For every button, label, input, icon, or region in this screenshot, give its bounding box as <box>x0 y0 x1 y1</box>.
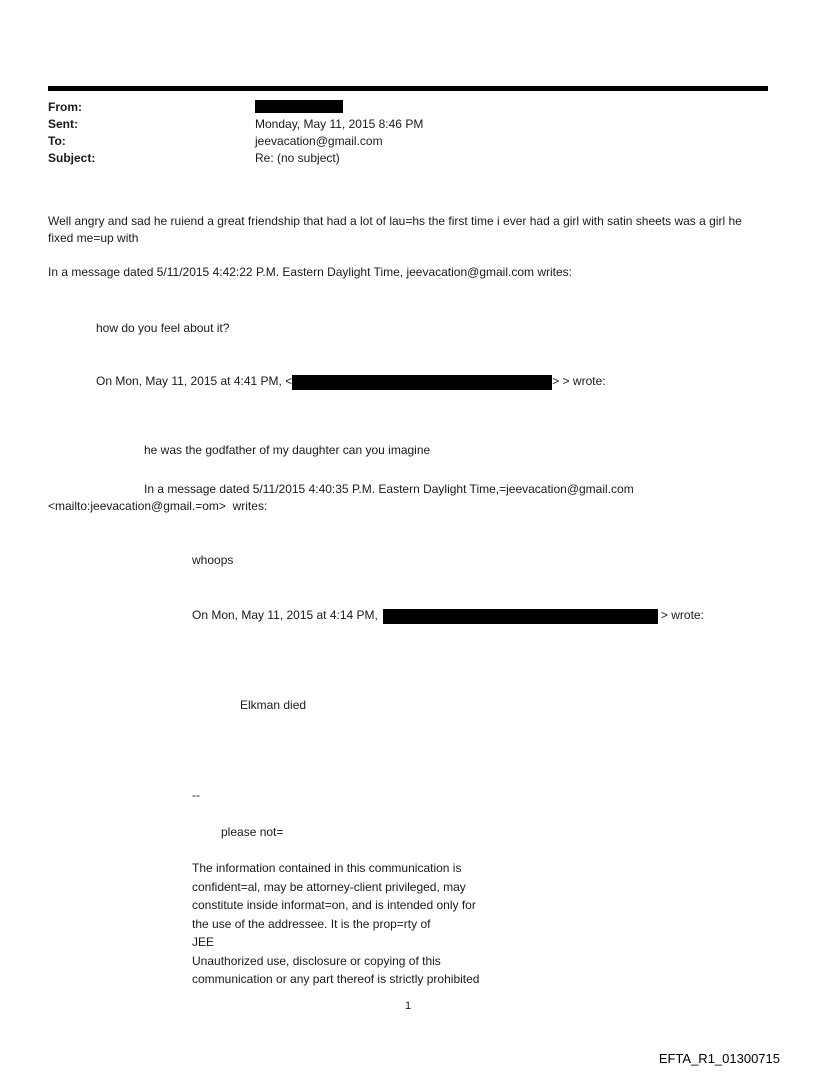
page-number: 1 <box>404 1000 412 1012</box>
header-label-from: From: <box>48 100 82 114</box>
disclaimer-line: JEE <box>192 935 215 949</box>
header-value-sent: Monday, May 11, 2015 8:46 PM <box>255 117 424 131</box>
header-label-sent: Sent: <box>48 117 78 131</box>
quote3-text: whoops <box>192 553 234 567</box>
quote4-attribution-suffix: > wrote: <box>660 608 704 622</box>
quote3-attribution-line1: In a message dated 5/11/2015 4:40:35 P.M. Eastern Daylight Time,=jeevacation@gmail.com <box>144 482 634 496</box>
quote2-attribution-prefix: On Mon, May 11, 2015 at 4:41 PM, < <box>96 374 293 388</box>
header-field-to <box>48 133 768 150</box>
redaction-bar <box>292 375 552 390</box>
redaction-bar <box>255 100 343 113</box>
quote1-attribution: In a message dated 5/11/2015 4:42:22 P.M. Eastern Daylight Time, jeevacation@gmail.com writes: <box>48 265 573 279</box>
disclaimer-line: the use of the addressee. It is the prop=rty of <box>192 916 431 931</box>
header-value-from <box>255 99 768 116</box>
disclaimer-line: communication or any part thereof is strictly prohibited <box>192 972 480 986</box>
signature-note: please not= <box>221 825 284 839</box>
quote2-attribution <box>96 373 768 390</box>
quote2-text: he was the godfather of my daughter can you imagine <box>144 443 431 457</box>
header-label-subject: Subject: <box>48 151 96 165</box>
redaction-bar <box>383 609 658 624</box>
disclaimer-line: confident=al, may be attorney-client privileged, may <box>192 879 466 894</box>
header-rule <box>48 86 768 91</box>
message-text: Well angry and sad he ruiend a great friendship that had a lot of lau=hs the first time i ever had a girl with satin sheets was a girl he fixed me=up with <box>48 214 746 245</box>
disclaimer-line: constitute inside informat=on, and is intended only for <box>192 898 476 912</box>
document-content <box>0 86 816 989</box>
quote1-text: how do you feel about it? <box>96 321 230 335</box>
header-value-subject: Re: (no subject) <box>255 151 340 165</box>
quote2-attribution-suffix: > > wrote: <box>552 374 606 388</box>
header-field-from <box>48 99 768 116</box>
disclaimer-line: Unauthorized use, disclosure or copying of this <box>192 953 441 968</box>
header-value-to: jeevacation@gmail.com <box>255 134 383 148</box>
disclaimer-line: The information contained in this communication is <box>192 861 462 875</box>
disclaimer-block <box>192 859 768 989</box>
email-header <box>48 99 768 167</box>
header-field-subject <box>48 150 768 167</box>
header-field-sent <box>48 116 768 133</box>
signature-separator: -- <box>192 788 200 802</box>
quote4-attribution <box>192 607 768 624</box>
header-label-to: To: <box>48 134 66 148</box>
quote4-attribution-prefix: On Mon, May 11, 2015 at 4:14 PM, <box>192 608 378 622</box>
quote3-attribution-line2: <mailto:jeevacation@gmail.=om> writes: <box>48 499 268 513</box>
bates-number: EFTA_R1_01300715 <box>658 1051 780 1066</box>
quote4-text: Elkman died <box>240 698 307 712</box>
